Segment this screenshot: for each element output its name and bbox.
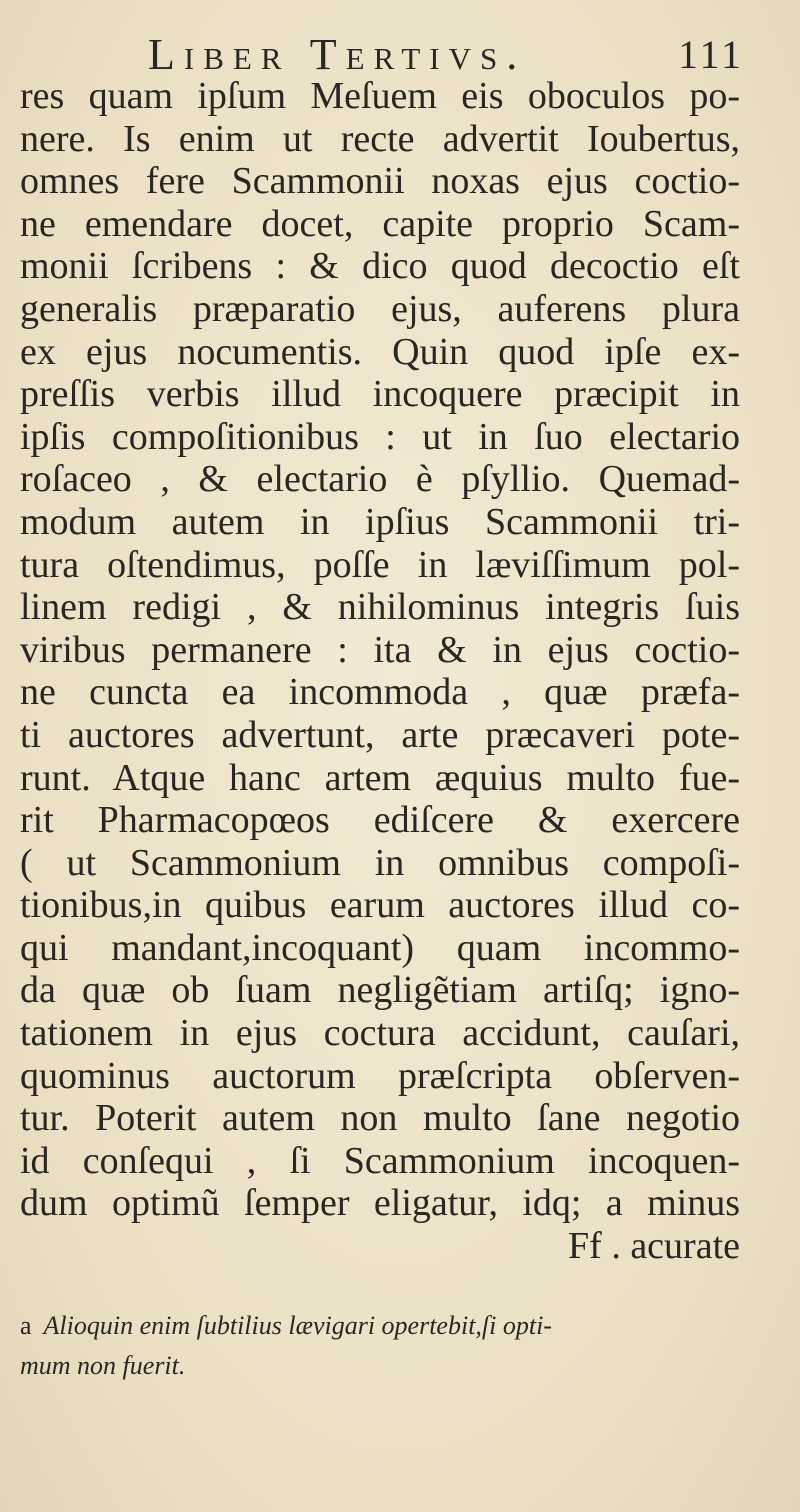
text-line: rit Pharmacopœos ediſcere & exercere — [20, 799, 740, 842]
text-line: tur. Poterit autem non multo ſane negotio — [20, 1097, 740, 1140]
text-line: nere. Is enim ut recte advertit Ioubertus, — [20, 117, 740, 160]
text-line: id conſequi , ſi Scammonium incoquen- — [20, 1139, 740, 1182]
text-line: ipſis compoſitionibus : ut in ſuo electario — [20, 415, 740, 458]
text-line: res quam ipſum Meſuem eis oboculos po- — [20, 75, 740, 117]
text-line: ne emendare docet, capite proprio Scam- — [20, 202, 740, 245]
text-line: ( ut Scammonium in omnibus compoſi- — [20, 841, 740, 884]
footnote-line-1 — [20, 1306, 720, 1346]
page-number: 111 — [677, 32, 744, 77]
footnote-line-2: mum non fuerit. — [20, 1351, 186, 1380]
signature-catchword-line: Ff . acurate — [568, 1225, 740, 1268]
running-title: Liber Tertivs. — [148, 30, 527, 79]
text-line: dum optimũ ſemper eligatur, idq; a minus — [20, 1182, 740, 1225]
footnote — [20, 1306, 720, 1386]
footnote-text: Alioquin enim ſubtilius lævigari opertebit,ſi opti- — [43, 1311, 552, 1340]
text-line: monii ſcribens : & dico quod decoctio eſt — [20, 245, 740, 288]
body-text — [20, 75, 740, 1268]
text-line: da quæ ob ſuam negligẽtiam artiſq; igno- — [20, 969, 740, 1012]
text-line: qui mandant,incoquant) quam incommo- — [20, 926, 740, 969]
text-line: roſaceo , & electario è pſyllio. Quemad- — [20, 458, 740, 501]
text-line: quominus auctorum præſcripta obſerven- — [20, 1054, 740, 1097]
text-line: modum autem in ipſius Scammonii tri- — [20, 500, 740, 543]
text-line: generalis præparatio ejus, auferens plura — [20, 287, 740, 330]
text-line: ne cuncta ea incommoda , quæ præfa- — [20, 671, 740, 714]
text-line: tura oſtendimus, poſſe in læviſſimum pol- — [20, 543, 740, 586]
text-line: omnes fere Scammonii noxas ejus coctio- — [20, 160, 740, 203]
text-line: tionibus,in quibus earum auctores illud co- — [20, 884, 740, 927]
text-line: linem redigi , & nihilominus integris ſuis — [20, 586, 740, 629]
running-head — [0, 30, 800, 80]
text-line: preſſis verbis illud incoquere præcipit in — [20, 373, 740, 416]
text-line: viribus permanere : ita & in ejus coctio- — [20, 628, 740, 671]
footnote-marker: a — [20, 1311, 32, 1340]
text-line: ex ejus nocumentis. Quin quod ipſe ex- — [20, 330, 740, 373]
text-line: tationem in ejus coctura accidunt, cauſari, — [20, 1012, 740, 1055]
text-line: runt. Atque hanc artem æquius multo fue- — [20, 756, 740, 799]
text-line: ti auctores advertunt, arte præcaveri pote- — [20, 713, 740, 756]
